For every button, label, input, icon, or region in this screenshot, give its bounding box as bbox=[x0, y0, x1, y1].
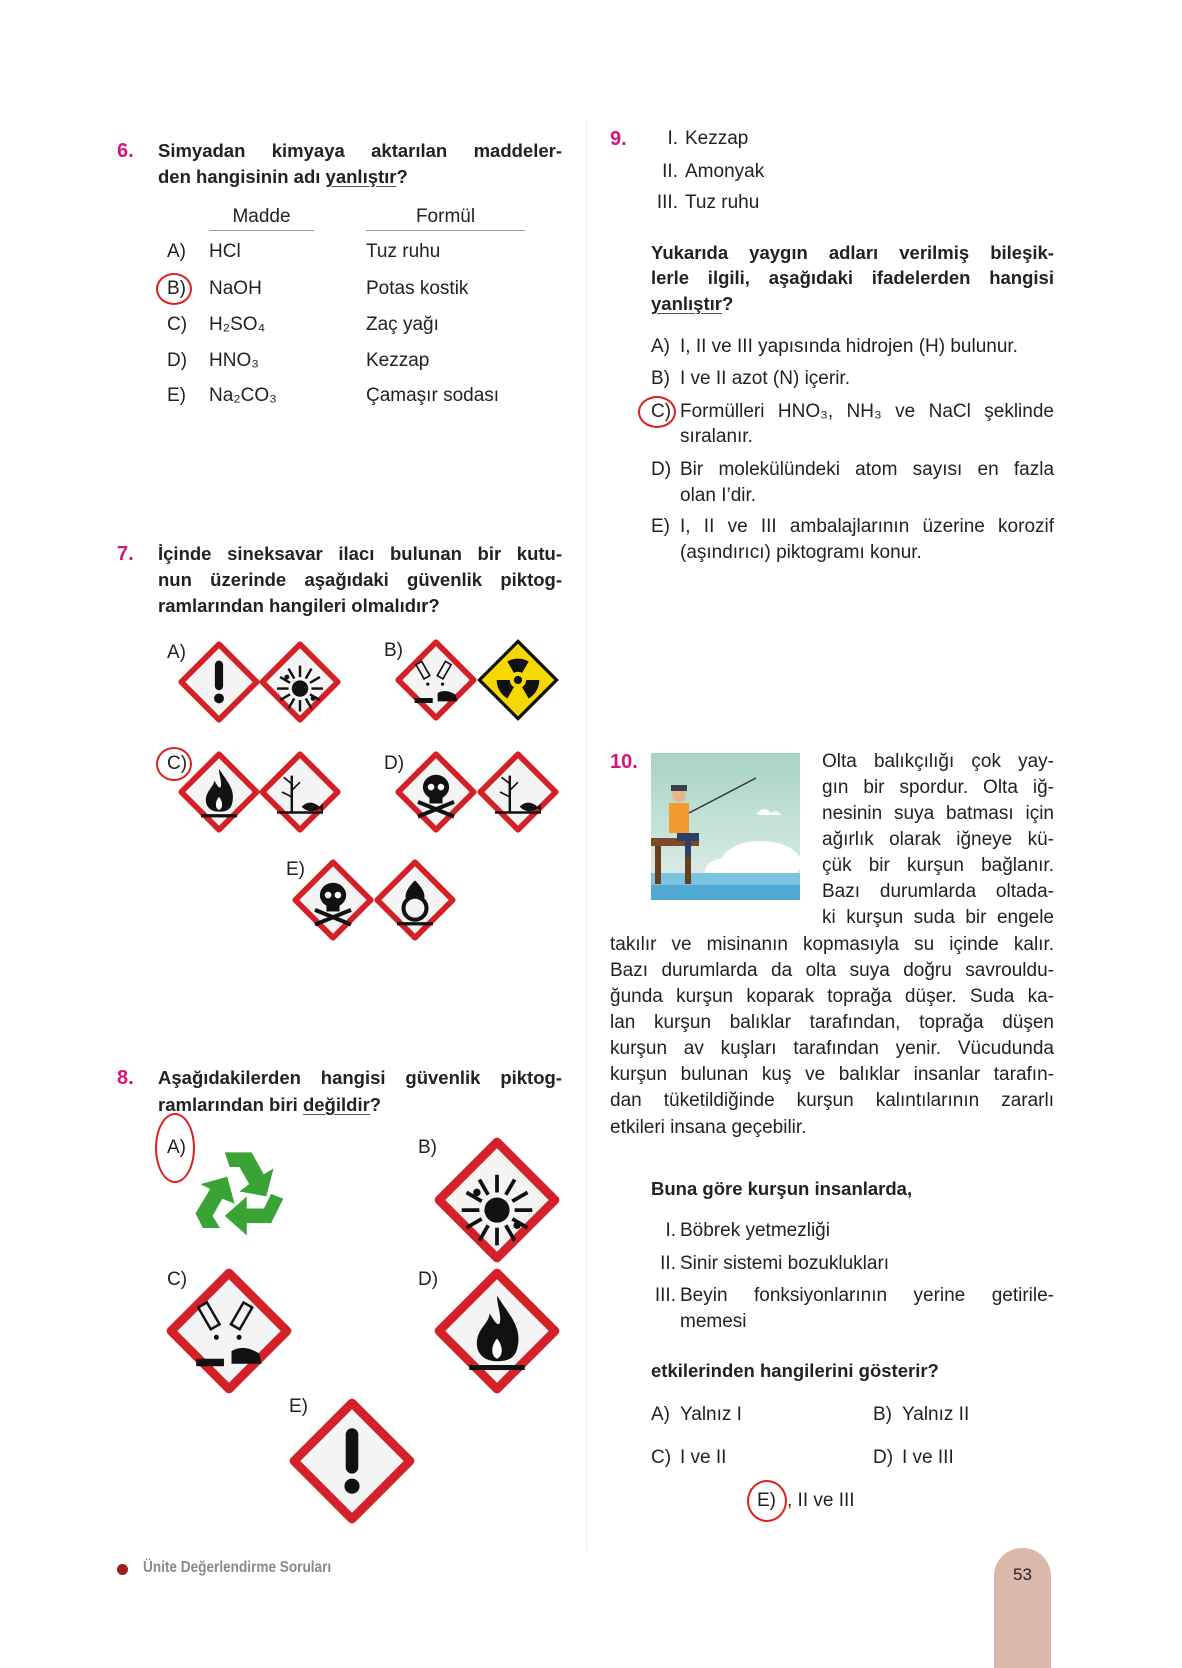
emphasis-word: değildir bbox=[302, 1094, 370, 1115]
corrosive-pictogram-icon bbox=[395, 639, 477, 726]
column-divider bbox=[586, 120, 587, 1550]
option-letter: B) bbox=[167, 278, 186, 299]
passage-text: kurşun bulunan kuş ve balıklar insanlar tarafın- bbox=[610, 1064, 1054, 1085]
option-substance: HNO₃ bbox=[209, 350, 259, 371]
answer-mark-circle bbox=[638, 396, 676, 428]
answer-mark-circle bbox=[156, 273, 192, 305]
question-text bbox=[651, 292, 733, 316]
emphasis-word: yanlıştır bbox=[651, 293, 722, 314]
option-name: Tuz ruhu bbox=[366, 241, 441, 262]
environment-pictogram-icon bbox=[477, 751, 559, 838]
passage-text: takılır ve misinanın kopmasıyla su içinde kalır. bbox=[610, 934, 1054, 955]
list-item-text: Kezzap bbox=[685, 128, 749, 149]
option-text: I ve II bbox=[680, 1447, 727, 1468]
option-letter: E) bbox=[289, 1396, 308, 1417]
option-letter: D) bbox=[873, 1447, 894, 1468]
column-header-substance: Madde bbox=[209, 205, 314, 231]
option-letter: B) bbox=[384, 640, 403, 661]
passage-text: gın bir spordur. Olta iğ- bbox=[822, 777, 1054, 798]
option-substance: H₂SO₄ bbox=[209, 314, 266, 335]
option-letter: A) bbox=[651, 1404, 670, 1425]
option-text: Yalnız II bbox=[902, 1404, 970, 1425]
column-header-formula: Formül bbox=[366, 205, 525, 231]
list-item-text: Böbrek yetmezliği bbox=[680, 1220, 830, 1241]
explosive-pictogram-icon bbox=[259, 641, 341, 728]
exclamation-pictogram-icon bbox=[178, 641, 260, 728]
question-mark: ? bbox=[396, 166, 408, 187]
roman-numeral: II. bbox=[662, 161, 678, 182]
question-text: lerle ilgili, aşağıdaki ifadelerden hangisi bbox=[651, 267, 1054, 288]
list-item-text: Beyin fonksiyonlarının yerine getirile- bbox=[680, 1285, 1054, 1306]
question-text: ramlarından hangileri olmalıdır? bbox=[158, 595, 440, 616]
option-letter: A) bbox=[167, 642, 186, 663]
answer-mark-circle bbox=[747, 1480, 787, 1522]
option-text: I, II ve III yapısında hidrojen (H) bulunur. bbox=[680, 336, 1018, 357]
answer-mark-circle bbox=[155, 1113, 195, 1183]
option-letter: E) bbox=[757, 1490, 776, 1511]
option-letter: C) bbox=[167, 314, 188, 335]
option-letter: E) bbox=[167, 385, 186, 406]
passage-text: Bazı durumlarda da olta suya doğru savrouldu- bbox=[610, 960, 1054, 981]
option-text: sıralanır. bbox=[680, 426, 753, 447]
passage-text: Bazı durumlarda oltada- bbox=[822, 881, 1054, 902]
option-text: I ve III bbox=[902, 1447, 954, 1468]
option-letter: C) bbox=[167, 1269, 188, 1290]
answer-mark-circle bbox=[156, 747, 192, 781]
option-letter: D) bbox=[167, 350, 188, 371]
option-text: I, II ve III ambalajlarının üzerine korozif bbox=[680, 516, 1055, 537]
option-text: Yalnız I bbox=[680, 1404, 742, 1425]
passage-text: ğunda kurşun koparak toprağa düşer. Suda ka- bbox=[610, 986, 1054, 1007]
option-letter: E) bbox=[651, 516, 670, 537]
question-text: Simyadan kimyaya aktarılan maddeler- bbox=[158, 140, 562, 161]
option-letter: A) bbox=[167, 241, 186, 262]
roman-numeral: III. bbox=[656, 192, 678, 213]
option-name: Potas kostik bbox=[366, 278, 469, 299]
question-text: Aşağıdakilerden hangisi güvenlik piktog- bbox=[158, 1067, 562, 1088]
option-letter: A) bbox=[167, 1137, 186, 1158]
page-number-tab bbox=[994, 1548, 1051, 1668]
question-text bbox=[158, 165, 408, 189]
exclamation-pictogram-icon bbox=[289, 1398, 415, 1529]
passage-text: kurşun av kuşları tarafından yenir. Vücudunda bbox=[610, 1038, 1054, 1059]
option-substance: HCl bbox=[209, 241, 241, 262]
option-letter: D) bbox=[651, 459, 672, 480]
option-name: Çamaşır sodası bbox=[366, 385, 500, 406]
flammable-pictogram-icon bbox=[434, 1268, 560, 1399]
question-text bbox=[158, 1093, 381, 1117]
option-text: (aşındırıcı) piktogramı konur. bbox=[680, 542, 922, 563]
corrosive-pictogram-icon bbox=[166, 1268, 292, 1399]
question-text: Yukarıda yaygın adları verilmiş bileşik- bbox=[651, 242, 1054, 263]
option-letter: D) bbox=[418, 1269, 439, 1290]
option-substance: NaOH bbox=[209, 278, 262, 299]
question-mark: ? bbox=[369, 1094, 382, 1115]
roman-numeral: I. bbox=[667, 128, 678, 149]
roman-numeral: II. bbox=[660, 1253, 676, 1274]
option-letter: E) bbox=[286, 859, 305, 880]
roman-numeral: III. bbox=[654, 1285, 676, 1306]
option-text: Formülleri HNO₃, NH₃ ve NaCl şeklinde bbox=[680, 401, 1054, 422]
passage-text: lan kurşun balıklar tarafından, toprağa düşen bbox=[610, 1012, 1054, 1033]
question-number: 8. bbox=[117, 1067, 134, 1089]
list-item-text: Amonyak bbox=[685, 161, 765, 182]
option-letter: C) bbox=[651, 401, 672, 422]
option-letter: C) bbox=[651, 1447, 672, 1468]
page-number: 53 bbox=[1013, 1565, 1032, 1584]
passage-text: çük bir kurşun bağlanır. bbox=[822, 855, 1054, 876]
question-number: 9. bbox=[610, 128, 627, 150]
option-letter: A) bbox=[651, 336, 670, 357]
oxidizer-pictogram-icon bbox=[374, 859, 456, 946]
question-text: Buna göre kurşun insanlarda, bbox=[651, 1178, 913, 1199]
question-number: 6. bbox=[117, 140, 134, 162]
passage-text: nesinin suya batması için bbox=[822, 803, 1054, 824]
skull-pictogram-icon bbox=[292, 859, 374, 946]
option-text: , II ve III bbox=[787, 1490, 855, 1511]
passage-text: ağırlık olarak iğneye kü- bbox=[822, 829, 1054, 850]
explosive-pictogram-icon bbox=[434, 1137, 560, 1268]
list-item-text: memesi bbox=[680, 1311, 747, 1332]
environment-pictogram-icon bbox=[259, 751, 341, 838]
option-name: Kezzap bbox=[366, 350, 430, 371]
option-letter: B) bbox=[651, 368, 670, 389]
question-mark: ? bbox=[721, 293, 734, 314]
question-text: den hangisinin adı bbox=[158, 166, 326, 187]
question-text: etkilerinden hangilerini gösterir? bbox=[651, 1360, 939, 1381]
passage-text: etkileri insana geçebilir. bbox=[610, 1117, 807, 1138]
footer-bullet-icon bbox=[117, 1564, 128, 1575]
option-letter: B) bbox=[418, 1137, 437, 1158]
radiation-pictogram-icon bbox=[477, 639, 559, 726]
question-number: 7. bbox=[117, 543, 134, 565]
fishing-illustration-image bbox=[651, 753, 800, 900]
question-text: nun üzerinde aşağıdaki güvenlik piktog- bbox=[158, 569, 562, 590]
list-item-text: Sinir sistemi bozuklukları bbox=[680, 1253, 890, 1274]
emphasis-word: yanlıştır bbox=[325, 166, 397, 187]
question-text: İçinde sineksavar ilacı bulunan bir kutu- bbox=[158, 543, 562, 564]
option-text: olan I’dir. bbox=[680, 485, 757, 506]
option-letter: D) bbox=[384, 753, 405, 774]
option-letter: B) bbox=[873, 1404, 892, 1425]
passage-text: Olta balıkçılığı çok yay- bbox=[822, 751, 1054, 772]
passage-text: dan tüketildiğinde kurşun kalıntılarının zararlı bbox=[610, 1090, 1055, 1111]
option-text: Bir molekülündeki atom sayısı en fazla bbox=[680, 459, 1055, 480]
roman-numeral: I. bbox=[665, 1220, 676, 1241]
question-number: 10. bbox=[610, 751, 638, 773]
option-letter: C) bbox=[167, 753, 188, 774]
list-item-text: Tuz ruhu bbox=[685, 192, 760, 213]
option-substance: Na₂CO₃ bbox=[209, 385, 277, 406]
question-text: ramlarından biri bbox=[158, 1094, 303, 1115]
passage-text: ki kurşun suda bir engele bbox=[822, 907, 1054, 928]
skull-pictogram-icon bbox=[395, 751, 477, 838]
option-name: Zaç yağı bbox=[366, 314, 439, 335]
footer-section-title: Ünite Değerlendirme Soruları bbox=[143, 1559, 332, 1576]
option-text: I ve II azot (N) içerir. bbox=[680, 368, 850, 389]
